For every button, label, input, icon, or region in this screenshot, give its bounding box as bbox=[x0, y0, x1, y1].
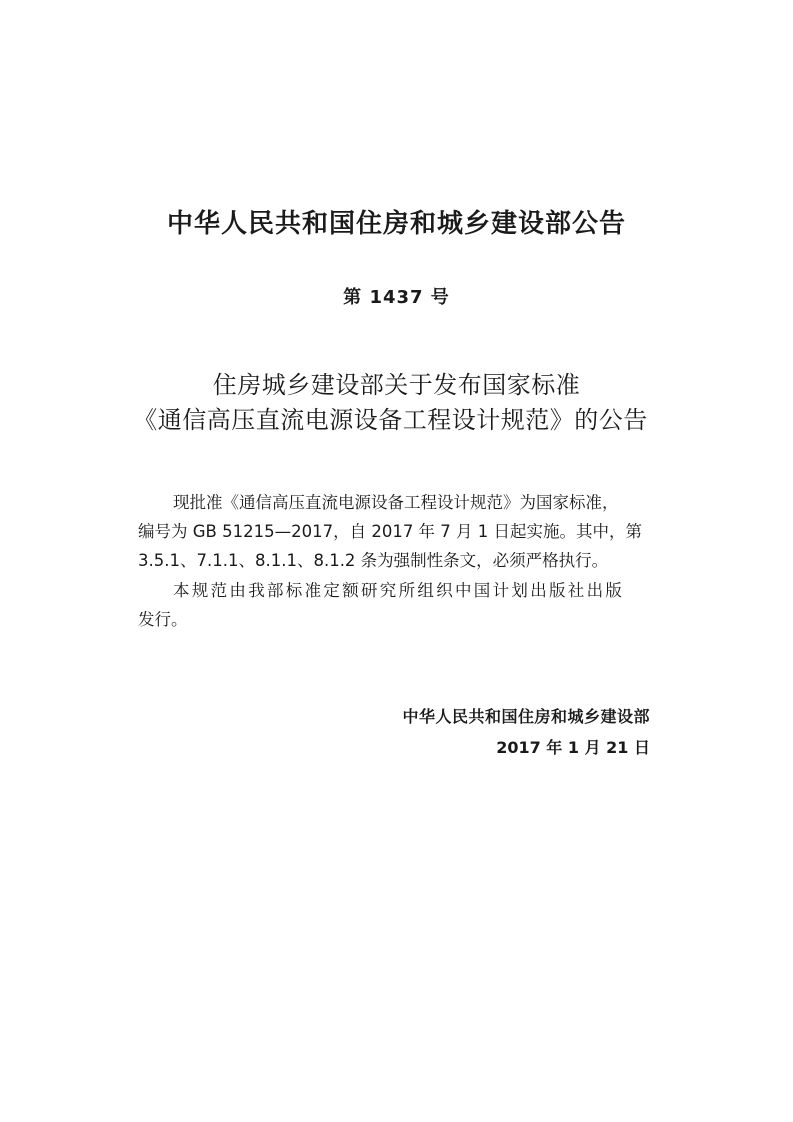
announcement-number: 第 1437 号 bbox=[343, 287, 450, 308]
body-paragraph-1-line-1: 现批准《通信高压直流电源设备工程设计规范》为国家标准， bbox=[173, 493, 619, 512]
announcement-subject-line-1: 住房城乡建设部关于发布国家标准 bbox=[212, 371, 581, 399]
signature-organization: 中华人民共和国住房和城乡建设部 bbox=[402, 707, 650, 726]
body-paragraph-2-line-1: 本规范由我部标准定额研究所组织中国计划出版社出版 bbox=[173, 581, 625, 600]
body-paragraph-2-line-2: 发行。 bbox=[138, 610, 188, 629]
announcement-title: 中华人民共和国住房和城乡建设部公告 bbox=[166, 209, 626, 239]
signature-date: 2017 年 1 月 21 日 bbox=[496, 738, 650, 757]
body-paragraph-2 bbox=[138, 576, 656, 634]
body-paragraph-1-line-2: 编号为 GB 51215—2017，自 2017 年 7 月 1 日起实施。其中，第 bbox=[138, 522, 643, 541]
body-paragraph-1 bbox=[138, 488, 656, 575]
announcement-subject-line-2: 《通信高压直流电源设备工程设计规范》的公告 bbox=[133, 406, 648, 434]
body-paragraph-1-line-3: 3.5.1、7.1.1、8.1.1、8.1.2 条为强制性条文，必须严格执行。 bbox=[138, 551, 609, 570]
